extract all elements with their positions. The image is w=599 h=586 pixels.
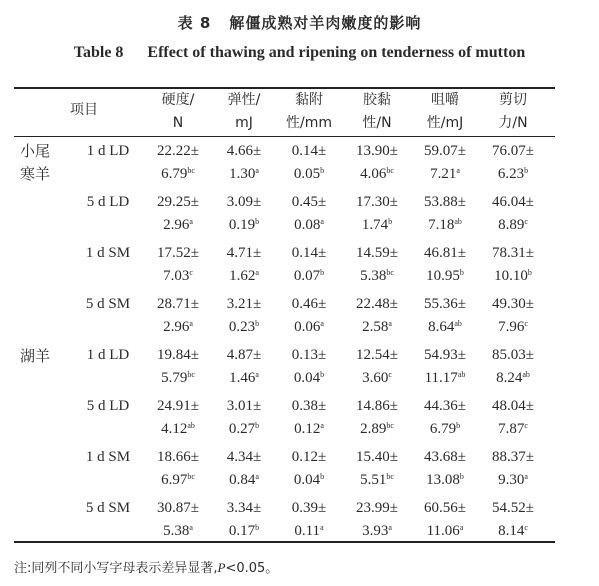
footnote-text: 注:同列不同小写字母表示差异显著, (14, 561, 218, 576)
cell-sd (143, 163, 213, 186)
cell-sd (342, 418, 412, 441)
significance-letters: c (524, 319, 528, 328)
cell-sd-value: 7.03 (163, 268, 190, 284)
cell-sd-value: 8.64 (428, 319, 455, 335)
cell-sd-value: 6.97 (161, 472, 188, 488)
cell-sd-value: 0.06 (294, 319, 321, 335)
cell-sd (478, 367, 548, 390)
header-col-gumminess-line2: 性/N (362, 115, 392, 131)
cell-mean: 48.04± (492, 398, 534, 414)
cell-sd (342, 265, 412, 288)
cell-sd-value: 8.89 (498, 217, 525, 233)
cell-sd (209, 265, 279, 288)
cell-sd-value: 1.30 (229, 166, 256, 182)
cell-sd-value: 8.24 (496, 370, 523, 386)
cell-mean: 88.37± (492, 449, 534, 465)
table-title-en (0, 44, 599, 62)
significance-letters: a (255, 472, 259, 481)
cell-mean: 0.12± (291, 449, 327, 465)
cell-mean: 0.14± (291, 245, 327, 261)
significance-letters: b (459, 268, 464, 277)
group-label-line2: 寒羊 (20, 165, 51, 183)
cell-mean: 44.36± (424, 398, 466, 414)
cell-sd-value: 0.08 (294, 217, 321, 233)
cell-mean: 12.54± (356, 347, 398, 363)
cell-sd-value: 0.12 (294, 421, 321, 437)
significance-letters: ab (454, 217, 462, 226)
cell-sd-value: 4.12 (161, 421, 188, 437)
cell-sd-value: 1.62 (229, 268, 256, 284)
cell-sd-value: 1.46 (229, 370, 256, 386)
cell-sd-value: 0.27 (228, 421, 256, 437)
cell-sd-value: 10.95 (426, 268, 460, 284)
cell-mean: 17.30± (356, 194, 398, 210)
cell-mean: 30.87± (157, 500, 199, 516)
cell-sd (478, 469, 548, 492)
cell-mean: 15.40± (356, 449, 398, 465)
cell-sd (143, 469, 213, 492)
cell-mean: 85.03± (492, 347, 534, 363)
significance-letters: b (320, 268, 325, 277)
cell-mean: 76.07± (492, 143, 534, 159)
table-number-en: Table 8 (73, 44, 124, 61)
cell-mean: 0.13± (291, 347, 327, 363)
significance-letters: bc (386, 421, 394, 430)
significance-letters: a (189, 523, 193, 532)
cell-sd-value: 1.74 (361, 217, 389, 233)
header-col-shear-force-line2: 力/N (498, 115, 528, 131)
cell-sd-value: 0.05 (293, 166, 321, 182)
cell-sd (209, 214, 279, 237)
cell-mean: 24.91± (157, 398, 199, 414)
row-label: 5 d LD (86, 194, 130, 210)
cell-mean: 54.93± (424, 347, 466, 363)
cell-sd (143, 316, 213, 339)
header-col-hardness-line2: N (172, 115, 184, 131)
cell-sd (478, 214, 548, 237)
cell-sd-value: 5.79 (161, 370, 188, 386)
significance-letters: b (527, 268, 532, 277)
cell-sd (209, 520, 279, 543)
cell-mean: 59.07± (424, 143, 466, 159)
cell-sd-value: 7.96 (498, 319, 525, 335)
significance-letters: c (388, 370, 392, 379)
cell-mean: 4.71± (226, 245, 262, 261)
significance-letters: c (524, 523, 528, 532)
cell-sd-value: 7.18 (428, 217, 455, 233)
cell-mean: 19.84± (157, 347, 199, 363)
cell-mean: 46.04± (492, 194, 534, 210)
cell-sd-value: 0.84 (229, 472, 256, 488)
cell-sd (410, 265, 480, 288)
cell-mean: 0.46± (291, 296, 327, 312)
cell-sd-value: 5.38 (163, 523, 190, 539)
row-label: 1 d LD (86, 143, 130, 159)
table-title-cn-text: 解僵成熟对羊肉嫩度的影响 (229, 14, 422, 32)
cell-sd-value: 7.87 (498, 421, 525, 437)
cell-sd-value: 3.60 (362, 370, 389, 386)
cell-sd (410, 367, 480, 390)
cell-sd-value: 0.11 (294, 523, 321, 539)
header-item: 项目 (70, 102, 98, 118)
significance-letters: b (320, 472, 325, 481)
group-label-line1: 湖羊 (20, 347, 51, 365)
cell-sd (274, 163, 344, 186)
cell-sd (478, 265, 548, 288)
cell-sd (209, 418, 279, 441)
cell-sd-value: 5.38 (360, 268, 387, 284)
cell-sd-value: 11.06 (426, 523, 460, 539)
cell-sd (342, 163, 412, 186)
cell-sd-value: 6.79 (161, 166, 188, 182)
significance-letters: a (456, 166, 460, 175)
significance-letters: bc (386, 166, 394, 175)
significance-letters: a (320, 319, 324, 328)
cell-mean: 17.52± (157, 245, 199, 261)
cell-sd (342, 367, 412, 390)
table-header-rule (14, 136, 555, 137)
significance-letters: a (524, 472, 528, 481)
significance-letters: a (255, 268, 259, 277)
cell-sd-value: 0.04 (293, 370, 321, 386)
significance-letters: b (255, 421, 260, 430)
significance-letters: a (189, 319, 193, 328)
cell-mean: 54.52± (492, 500, 534, 516)
cell-sd-value: 11.17 (424, 370, 458, 386)
cell-sd-value: 3.93 (362, 523, 389, 539)
significance-letters: b (456, 421, 461, 430)
cell-mean: 3.01± (226, 398, 262, 414)
cell-sd-value: 13.08 (426, 472, 460, 488)
cell-mean: 46.81± (424, 245, 466, 261)
significance-letters: a (388, 523, 392, 532)
cell-sd (410, 418, 480, 441)
header-col-gumminess-line1: 胶黏 (363, 92, 391, 108)
cell-mean: 0.39± (291, 500, 327, 516)
cell-sd (478, 163, 548, 186)
cell-sd-value: 2.58 (362, 319, 389, 335)
cell-sd (410, 469, 480, 492)
cell-sd (274, 265, 344, 288)
significance-letters: ab (457, 370, 466, 379)
significance-letters: bc (386, 472, 394, 481)
significance-letters: a (255, 370, 259, 379)
cell-sd (209, 316, 279, 339)
significance-letters: ab (522, 370, 530, 379)
significance-letters: c (189, 268, 193, 277)
significance-letters: a (320, 421, 324, 430)
significance-letters: b (459, 472, 464, 481)
significance-letters: a (388, 319, 392, 328)
cell-sd (478, 520, 548, 543)
cell-mean: 0.14± (291, 143, 327, 159)
cell-mean: 22.22± (157, 143, 199, 159)
cell-sd (274, 367, 344, 390)
cell-sd (143, 265, 213, 288)
cell-sd-value: 0.19 (228, 217, 256, 233)
cell-mean: 3.34± (226, 500, 262, 516)
header-col-springiness-line2: mJ (235, 115, 253, 131)
table-number-cn: 表 8 (177, 14, 212, 32)
significance-letters: ab (454, 319, 462, 328)
cell-sd (342, 520, 412, 543)
significance-letters: b (524, 166, 529, 175)
cell-sd (478, 418, 548, 441)
row-label: 5 d SM (85, 500, 131, 516)
cell-sd (342, 214, 412, 237)
cell-mean: 29.25± (157, 194, 199, 210)
group-label-line1: 小尾 (20, 142, 51, 160)
row-label: 1 d LD (86, 347, 130, 363)
significance-letters: b (255, 217, 260, 226)
table-footnote (14, 557, 278, 576)
cell-sd (209, 367, 279, 390)
cell-sd (209, 163, 279, 186)
cell-sd (143, 367, 213, 390)
cell-sd-value: 5.51 (360, 472, 387, 488)
row-label: 1 d SM (85, 245, 131, 261)
significance-letters: bc (187, 166, 195, 175)
footnote-p-symbol: P (217, 560, 226, 575)
significance-letters: bc (386, 268, 394, 277)
significance-letters: b (255, 523, 260, 532)
cell-mean: 14.86± (356, 398, 398, 414)
cell-sd-value: 9.30 (498, 472, 525, 488)
significance-letters: a (255, 166, 259, 175)
cell-sd-value: 6.79 (429, 421, 457, 437)
cell-mean: 22.48± (356, 296, 398, 312)
cell-sd (143, 214, 213, 237)
cell-mean: 13.90± (356, 143, 398, 159)
cell-mean: 28.71± (157, 296, 199, 312)
cell-sd (342, 469, 412, 492)
header-col-springiness-line1: 弹性/ (227, 92, 261, 108)
cell-sd-value: 2.89 (360, 421, 387, 437)
cell-sd-value: 7.21 (430, 166, 457, 182)
cell-mean: 55.36± (424, 296, 466, 312)
cell-mean: 78.31± (492, 245, 534, 261)
significance-letters: c (524, 421, 528, 430)
cell-sd-value: 0.07 (293, 268, 321, 284)
cell-mean: 49.30± (492, 296, 534, 312)
cell-mean: 14.59± (356, 245, 398, 261)
cell-sd-value: 0.04 (293, 472, 321, 488)
cell-mean: 0.45± (291, 194, 327, 210)
cell-sd (143, 520, 213, 543)
significance-letters: b (388, 217, 393, 226)
cell-sd-value: 10.10 (494, 268, 528, 284)
cell-sd-value: 0.23 (228, 319, 256, 335)
header-col-shear-force-line1: 剪切 (499, 92, 527, 108)
cell-sd-value: 0.17 (228, 523, 256, 539)
cell-sd (274, 520, 344, 543)
significance-letters: b (320, 166, 325, 175)
significance-letters: a (320, 217, 324, 226)
significance-letters: b (320, 370, 325, 379)
significance-letters: c (524, 217, 528, 226)
cell-sd (410, 316, 480, 339)
cell-mean: 23.99± (356, 500, 398, 516)
cell-mean: 43.68± (424, 449, 466, 465)
header-col-chewiness-line1: 咀嚼 (431, 92, 459, 108)
cell-sd-value: 8.14 (498, 523, 525, 539)
significance-letters: bc (187, 370, 195, 379)
cell-sd (342, 316, 412, 339)
significance-letters: b (255, 319, 260, 328)
cell-sd (274, 316, 344, 339)
cell-sd (410, 214, 480, 237)
cell-mean: 4.87± (226, 347, 262, 363)
cell-sd-value: 2.96 (163, 319, 190, 335)
row-label: 1 d SM (85, 449, 131, 465)
significance-letters: ab (187, 421, 195, 430)
table-title-cn (0, 12, 599, 33)
row-label: 5 d SM (85, 296, 131, 312)
cell-sd (274, 469, 344, 492)
cell-sd-value: 6.23 (497, 166, 525, 182)
header-col-chewiness-line2: 性/mJ (426, 115, 464, 131)
cell-mean: 3.21± (226, 296, 262, 312)
table-title-en-text: Effect of thawing and ripening on tenderness of mutton (147, 44, 526, 61)
cell-sd-value: 4.06 (360, 166, 387, 182)
cell-mean: 4.34± (226, 449, 262, 465)
significance-letters: a (459, 523, 464, 532)
cell-sd (410, 163, 480, 186)
cell-mean: 60.56± (424, 500, 466, 516)
cell-mean: 53.88± (424, 194, 466, 210)
significance-letters: a (320, 523, 324, 532)
cell-mean: 0.38± (291, 398, 327, 414)
cell-sd (143, 418, 213, 441)
cell-sd (209, 469, 279, 492)
header-col-adhesiveness-line1: 黏附 (295, 92, 323, 108)
cell-sd-value: 2.96 (163, 217, 190, 233)
cell-sd (410, 520, 480, 543)
cell-mean: 4.66± (226, 143, 262, 159)
cell-sd (478, 316, 548, 339)
cell-mean: 3.09± (226, 194, 262, 210)
significance-letters: bc (187, 472, 195, 481)
footnote-threshold: <0.05。 (225, 561, 279, 576)
cell-sd (274, 418, 344, 441)
row-label: 5 d LD (86, 398, 130, 414)
header-col-hardness-line1: 硬度/ (161, 92, 195, 108)
cell-mean: 18.66± (157, 449, 199, 465)
header-col-adhesiveness-line2: 性/mm (286, 115, 332, 131)
significance-letters: a (189, 217, 193, 226)
cell-sd (274, 214, 344, 237)
